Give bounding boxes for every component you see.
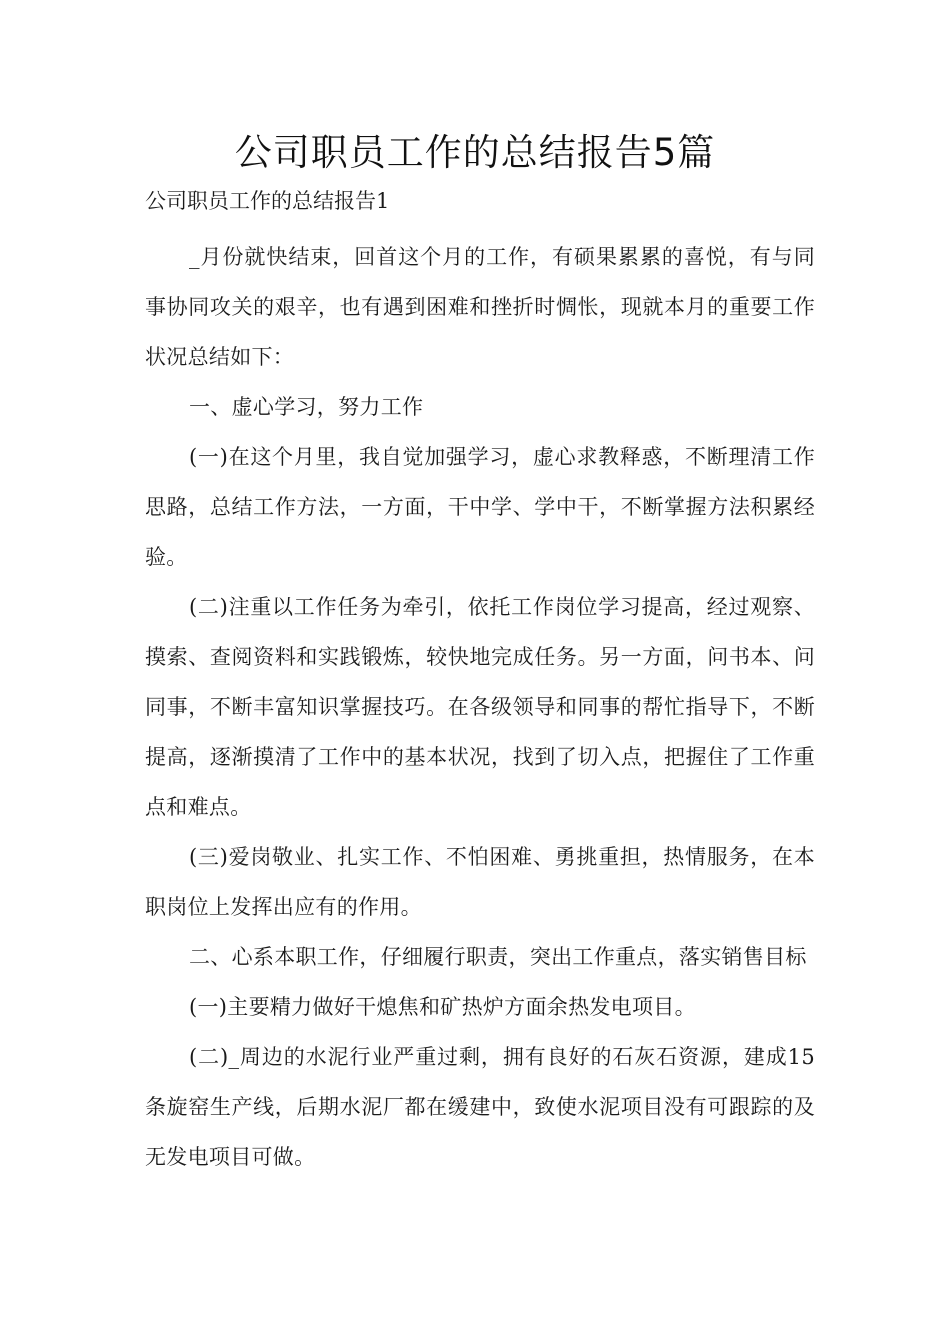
document-subtitle: 公司职员工作的总结报告1 [145,189,390,213]
paragraph-2-1: (一)主要精力做好干熄焦和矿热炉方面余热发电项目。 [189,995,696,1019]
paragraph-1-2: (二)注重以工作任务为牵引，依托工作岗位学习提高，经过观察、摸索、查阅资料和实践锻炼，较快地完成任务。另一方面，问书本、问同事，不断丰富知识掌握技巧。在各级领导和同事的帮忙指导下，不断提高，逐渐摸清了工作中的基本状况，找到了切入点，把握住了工作重点和难点。 [145,595,815,819]
paragraph-intro: _月份就快结束，回首这个月的工作，有硕果累累的喜悦，有与同事协同攻关的艰辛，也有遇到困难和挫折时惆怅，现就本月的重要工作状况总结如下： [145,245,815,369]
paragraph-2-2: (二)_周边的水泥行业严重过剩，拥有良好的石灰石资源，建成15条旋窑生产线，后期水泥厂都在缓建中，致使水泥项目没有可跟踪的及无发电项目可做。 [145,1045,815,1169]
paragraph-1-3: (三)爱岗敬业、扎实工作、不怕困难、勇挑重担，热情服务，在本职岗位上发挥出应有的作用。 [145,845,815,919]
document-title: 公司职员工作的总结报告5篇 [234,131,716,174]
section-heading-2: 二、心系本职工作，仔细履行职责，突出工作重点，落实销售目标 [189,945,807,969]
document-body [145,232,815,1182]
paragraph-1-1: (一)在这个月里，我自觉加强学习，虚心求教释惑，不断理清工作思路，总结工作方法，一方面，干中学、学中干，不断掌握方法积累经验。 [145,445,815,569]
section-heading-1: 一、虚心学习，努力工作 [189,395,424,419]
